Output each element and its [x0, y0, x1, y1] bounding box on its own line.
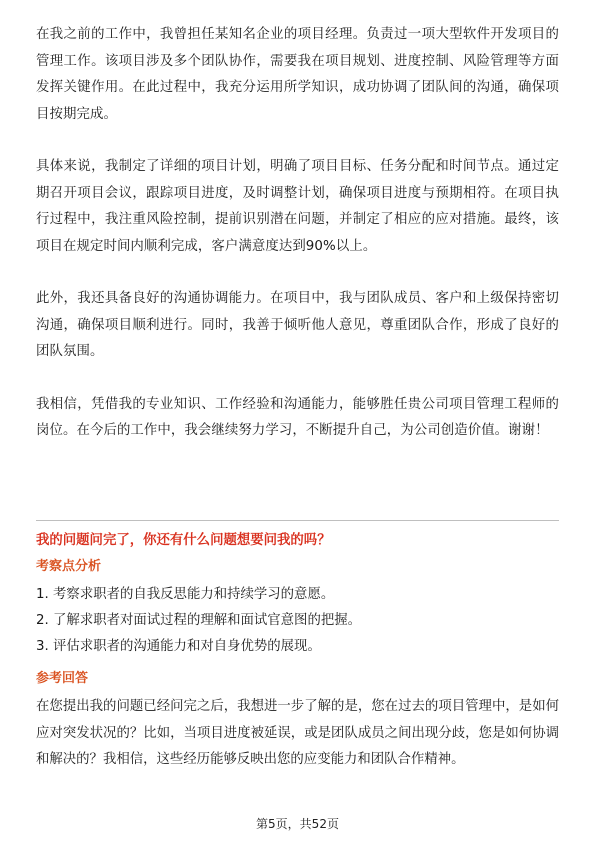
- body-paragraph-2: 具体来说，我制定了详细的项目计划，明确了项目目标、任务分配和时间节点。通过定期召开项目会议，跟踪项目进度，及时调整计划，确保项目进度与预期相符。在项目执行过程中，我注重风险控制，提前识别潜在问题，并制定了相应的应对措施。最终，该项目在规定时间内顺利完成，客户满意度达到90%以上。: [36, 159, 559, 254]
- qa-section: [36, 530, 559, 774]
- page-number: 第5页，共52页: [256, 817, 339, 831]
- reference-answer-title: 参考回答: [36, 671, 89, 686]
- body-paragraph-3: 此外，我还具备良好的沟通协调能力。在项目中，我与团队成员、客户和上级保持密切沟通，确保项目顺利进行。同时，我善于倾听他人意见，尊重团队合作，形成了良好的团队氛围。: [36, 291, 559, 359]
- analysis-title: 考察点分析: [36, 559, 102, 574]
- body-paragraph-1: 在我之前的工作中，我曾担任某知名企业的项目经理。负责过一项大型软件开发项目的管理工作。该项目涉及多个团队协作，需要我在项目规划、进度控制、风险管理等方面发挥关键作用。在此过程中，我充分运用所学知识，成功协调了团队间的沟通，确保项目按期完成。: [36, 27, 559, 122]
- section-divider: [36, 520, 559, 521]
- analysis-item-2: 2. 了解求职者对面试过程的理解和面试官意图的把握。: [36, 613, 362, 628]
- analysis-item-1: 1. 考察求职者的自我反思能力和持续学习的意愿。: [36, 587, 335, 602]
- interview-question: 我的问题问完了，你还有什么问题想要问我的吗？: [36, 533, 331, 548]
- body-paragraph-4: 我相信，凭借我的专业知识、工作经验和沟通能力，能够胜任贵公司项目管理工程师的岗位。在今后的工作中，我会继续努力学习，不断提升自己，为公司创造价值。谢谢！: [36, 396, 559, 438]
- reference-answer: 在您提出我的问题已经问完之后，我想进一步了解的是，您在过去的项目管理中，是如何应对突发状况的？比如，当项目进度被延误，或是团队成员之间出现分歧，您是如何协调和解决的？我相信，这些经历能够反映出您的应变能力和团队合作精神。: [36, 699, 559, 767]
- answer-body: [36, 22, 559, 445]
- analysis-item-3: 3. 评估求职者的沟通能力和对自身优势的展现。: [36, 639, 321, 654]
- analysis-list: [36, 582, 559, 660]
